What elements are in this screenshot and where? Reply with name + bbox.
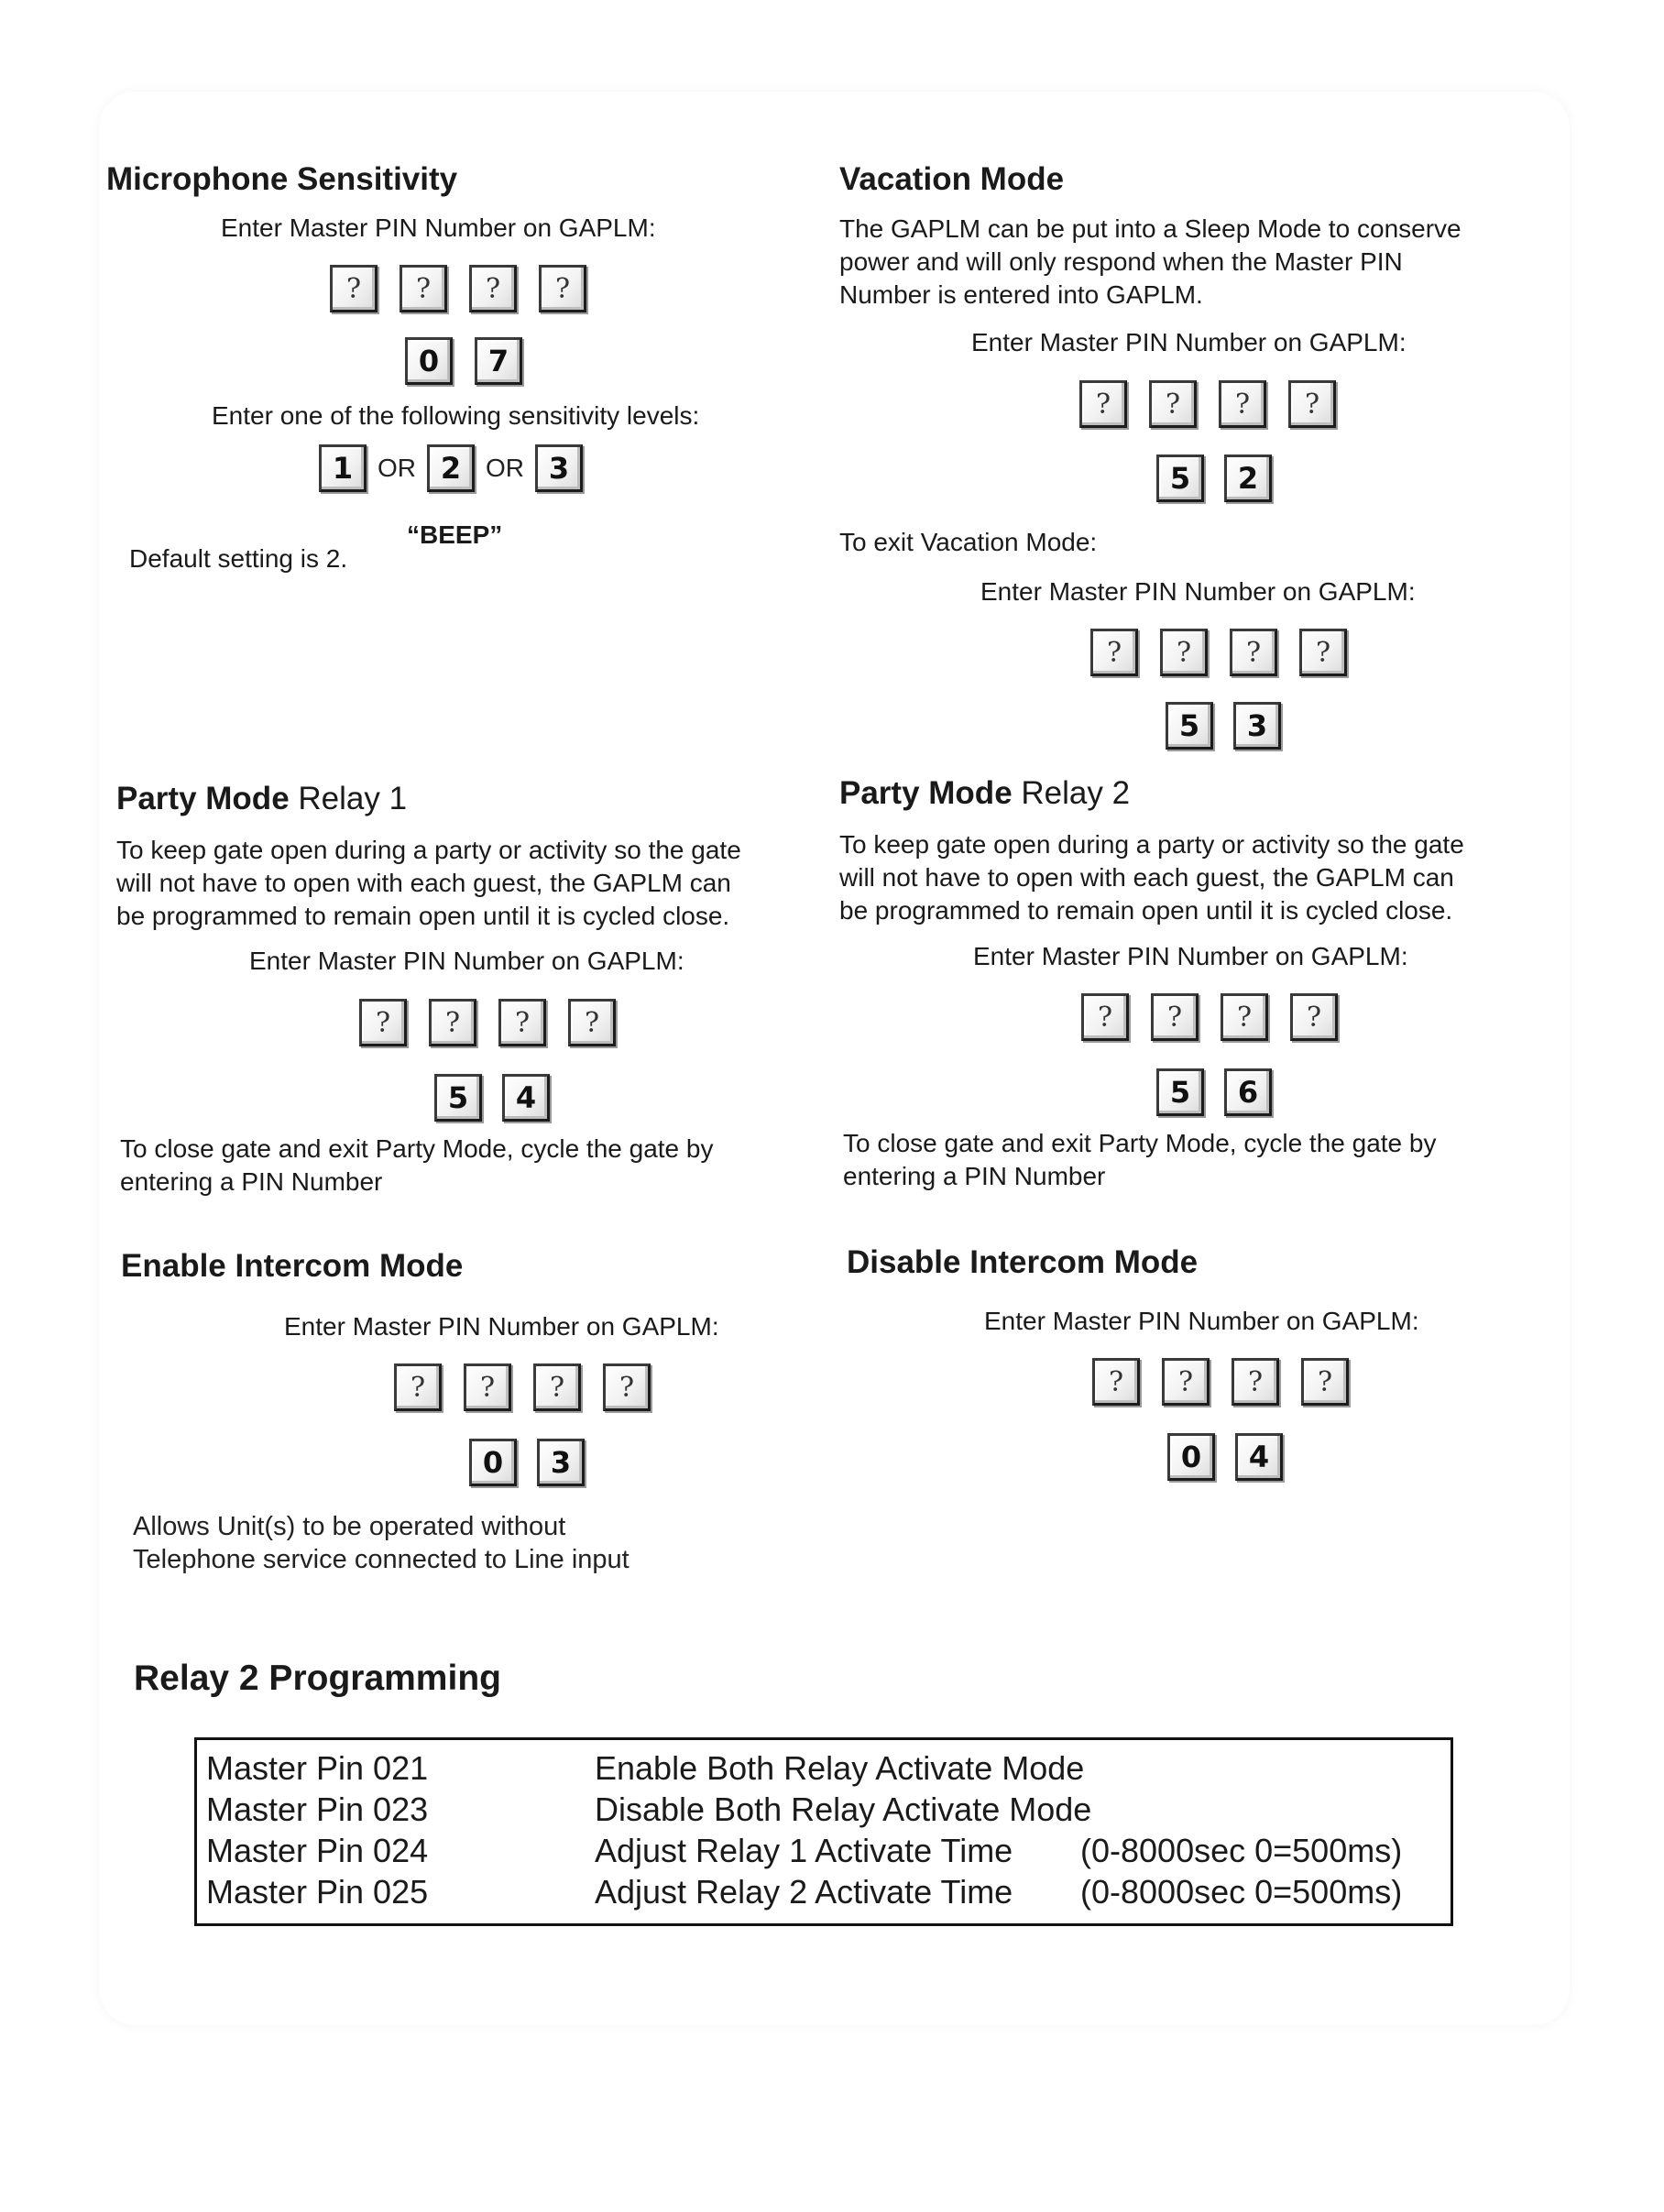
range-cell: (0-8000sec 0=500ms) (1080, 1873, 1403, 1911)
party-close-line: entering a PIN Number (120, 1167, 383, 1196)
party-title-suffix: Relay 1 (298, 781, 408, 816)
relay2-programming-table (194, 1737, 1453, 1926)
pin-key: ? (394, 1363, 442, 1411)
pin-key: ? (1162, 1358, 1210, 1406)
code-key: 5 (1156, 454, 1204, 502)
pin-key: ? (464, 1363, 511, 1411)
pin-key: ? (469, 265, 517, 312)
enter-pin-instruction: Enter Master PIN Number on GAPLM: (221, 214, 656, 242)
table-row (206, 1830, 1441, 1871)
or-label: OR (486, 454, 524, 482)
pin-key: ? (539, 265, 586, 312)
pin-keypad-row (1090, 629, 1347, 676)
pin-key: ? (1219, 380, 1266, 428)
sensitivity-levels-prompt: Enter one of the following sensitivity levels: (212, 401, 700, 430)
code-key: 2 (1224, 454, 1272, 502)
pin-key: ? (1092, 1358, 1140, 1406)
enter-pin-instruction: Enter Master PIN Number on GAPLM: (971, 328, 1407, 356)
party-desc-line: will not have to open with each guest, the GAPLM can (839, 863, 1454, 892)
default-setting-note: Default setting is 2. (129, 544, 348, 573)
enter-pin-instruction: Enter Master PIN Number on GAPLM: (984, 1307, 1419, 1335)
microphone-sensitivity-title: Microphone Sensitivity (106, 161, 458, 197)
pin-keypad-row (1092, 1358, 1349, 1406)
intercom-note-line: Telephone service connected to Line input (133, 1545, 629, 1574)
pin-key: ? (330, 265, 378, 312)
pin-keypad-row (1079, 380, 1336, 428)
intercom-note (133, 1510, 629, 1576)
range-cell: (0-8000sec 0=500ms) (1080, 1832, 1403, 1869)
action-cell: Adjust Relay 1 Activate Time (595, 1832, 1013, 1869)
code-key: 4 (1235, 1433, 1283, 1481)
enable-intercom-title: Enable Intercom Mode (121, 1248, 464, 1284)
pin-key: ? (603, 1363, 651, 1411)
pin-key: ? (429, 999, 476, 1046)
code-key: 6 (1224, 1068, 1272, 1116)
intercom-note-line: Allows Unit(s) to be operated without (133, 1512, 566, 1541)
table-row (206, 1789, 1441, 1830)
code-key: 0 (1167, 1433, 1215, 1481)
action-cell: Enable Both Relay Activate Mode (595, 1749, 1085, 1787)
vacation-description (839, 213, 1461, 312)
pin-key: ? (1301, 1358, 1349, 1406)
code-key: 5 (1166, 702, 1213, 750)
action-cell: Disable Both Relay Activate Mode (595, 1790, 1092, 1828)
enter-pin-instruction: Enter Master PIN Number on GAPLM: (980, 577, 1416, 606)
pin-key: ? (400, 265, 447, 312)
pin-key: ? (1151, 993, 1199, 1041)
code-key: 0 (469, 1439, 517, 1486)
master-pin-cell: Master Pin 021 (206, 1749, 429, 1787)
party2-description (839, 828, 1464, 927)
pin-key: ? (533, 1363, 581, 1411)
code-key: 3 (537, 1439, 585, 1486)
table-row (206, 1871, 1441, 1912)
vacation-desc-line: power and will only respond when the Master PIN (839, 247, 1403, 276)
party1-close-note (120, 1133, 713, 1199)
pin-key: ? (1221, 993, 1268, 1041)
enter-pin-instruction: Enter Master PIN Number on GAPLM: (973, 942, 1408, 970)
party-desc-line: will not have to open with each guest, the GAPLM can (116, 869, 731, 897)
code-key: 4 (502, 1074, 550, 1122)
code-keypad-row (1156, 454, 1272, 502)
pin-key: ? (1149, 380, 1197, 428)
party-mode-relay1-title (116, 781, 407, 817)
code-key: 5 (1156, 1068, 1204, 1116)
pin-key: ? (359, 999, 407, 1046)
party-desc-line: be programmed to remain open until it is cycled close. (116, 902, 730, 930)
table-row (206, 1747, 1441, 1789)
party-close-line: To close gate and exit Party Mode, cycle the gate by (120, 1134, 714, 1163)
party-title: Party Mode (839, 775, 1013, 811)
level-key: 2 (427, 444, 475, 492)
pin-key: ? (1288, 380, 1336, 428)
or-label: OR (378, 454, 416, 482)
party-desc-line: To keep gate open during a party or activity so the gate (839, 830, 1464, 859)
code-keypad-row (1156, 1068, 1272, 1116)
party-close-line: To close gate and exit Party Mode, cycle the gate by (843, 1129, 1437, 1157)
enter-pin-instruction: Enter Master PIN Number on GAPLM: (249, 947, 684, 975)
code-key: 0 (405, 337, 453, 385)
party-title: Party Mode (116, 781, 290, 816)
pin-key: ? (498, 999, 546, 1046)
pin-key: ? (1290, 993, 1338, 1041)
master-pin-cell: Master Pin 023 (206, 1790, 429, 1828)
level-key: 1 (319, 444, 367, 492)
pin-keypad-row (394, 1363, 651, 1411)
party2-close-note (843, 1127, 1436, 1193)
beep-label: “BEEP” (407, 520, 503, 549)
vacation-mode-title: Vacation Mode (839, 161, 1065, 197)
pin-key: ? (1299, 629, 1347, 676)
code-key: 5 (434, 1074, 482, 1122)
code-keypad-row (434, 1074, 550, 1122)
action-cell: Adjust Relay 2 Activate Time (595, 1873, 1013, 1911)
pin-keypad-row (330, 265, 586, 312)
pin-key: ? (1160, 629, 1208, 676)
master-pin-cell: Master Pin 025 (206, 1873, 429, 1911)
exit-vacation-label: To exit Vacation Mode: (839, 528, 1098, 556)
vacation-desc-line: The GAPLM can be put into a Sleep Mode to conserve (839, 214, 1461, 243)
pin-key: ? (1230, 629, 1277, 676)
pin-key: ? (1081, 993, 1129, 1041)
party-title-suffix: Relay 2 (1021, 775, 1131, 811)
party-desc-line: To keep gate open during a party or activity so the gate (116, 836, 741, 864)
party-mode-relay2-title (839, 775, 1130, 812)
code-keypad-row (1166, 702, 1281, 750)
code-keypad-row (405, 337, 522, 385)
party-desc-line: be programmed to remain open until it is cycled close. (839, 896, 1453, 925)
pin-key: ? (1090, 629, 1138, 676)
party-close-line: entering a PIN Number (843, 1162, 1106, 1190)
page-frame (99, 92, 1570, 2025)
vacation-desc-line: Number is entered into GAPLM. (839, 280, 1203, 309)
party1-description (116, 834, 741, 933)
code-keypad-row (1167, 1433, 1283, 1481)
pin-keypad-row (1081, 993, 1338, 1041)
pin-keypad-row (359, 999, 616, 1046)
pin-key: ? (568, 999, 616, 1046)
code-key: 3 (1233, 702, 1281, 750)
relay2-programming-title: Relay 2 Programming (134, 1659, 501, 1698)
master-pin-cell: Master Pin 024 (206, 1832, 429, 1869)
disable-intercom-title: Disable Intercom Mode (847, 1244, 1199, 1280)
pin-key: ? (1232, 1358, 1279, 1406)
level-key: 3 (535, 444, 583, 492)
code-keypad-row (469, 1439, 585, 1486)
enter-pin-instruction: Enter Master PIN Number on GAPLM: (284, 1312, 719, 1341)
pin-key: ? (1079, 380, 1127, 428)
sensitivity-levels-row (319, 444, 583, 492)
code-key: 7 (475, 337, 522, 385)
